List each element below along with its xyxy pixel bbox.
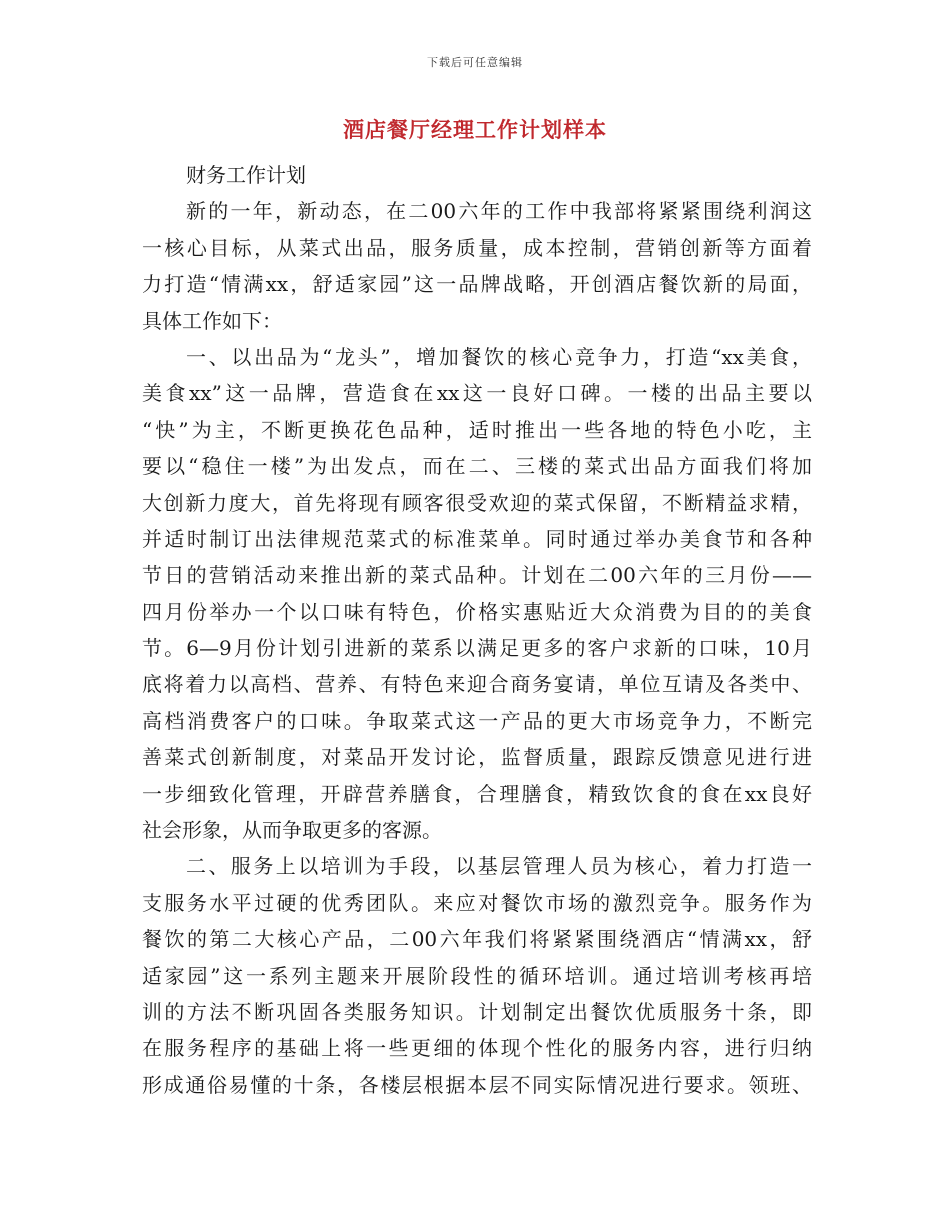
- paragraph-2-line: 一步细致化管理，开辟营养膳食，合理膳食，精致饮食的食在xx良好: [142, 781, 812, 806]
- paragraph-3-line: 餐饮的第二大核心产品，二00六年我们将紧紧围绕酒店“情满xx，舒: [142, 927, 812, 952]
- paragraph-3-line: 训的方法不断巩固各类服务知识。计划制定出餐饮优质服务十条，即: [142, 999, 812, 1024]
- paragraph-3-line: 二、服务上以培训为手段，以基层管理人员为核心，着力打造一: [186, 854, 812, 879]
- paragraph-2-line: “快”为主，不断更换花色品种，适时推出一些各地的特色小吃，主: [142, 417, 812, 442]
- paragraph-2-line: 并适时制订出法律规范菜式的标准菜单。同时通过举办美食节和各种: [142, 526, 812, 551]
- paragraph-2-line: 社会形象，从而争取更多的客源。: [142, 818, 442, 843]
- paragraph-3-line: 在服务程序的基础上将一些更细的体现个性化的服务内容，进行归纳: [142, 1036, 812, 1061]
- paragraph-2-line: 善菜式创新制度，对菜品开发讨论，监督质量，跟踪反馈意见进行进: [142, 745, 812, 770]
- paragraph-1-line: 力打造“情满xx，舒适家园”这一品牌战略，开创酒店餐饮新的局面，: [142, 272, 812, 297]
- paragraph-2-line: 一、以出品为“龙头”，增加餐饮的核心竞争力，打造“xx美食，: [186, 344, 812, 369]
- paragraph-2-line: 节日的营销活动来推出新的菜式品种。计划在二00六年的三月份——: [142, 563, 812, 588]
- paragraph-2-line: 高档消费客户的口味。争取菜式这一产品的更大市场竞争力，不断完: [142, 708, 812, 733]
- header-note: 下载后可任意编辑: [427, 56, 523, 69]
- document-body: [142, 157, 812, 1103]
- paragraph-2-line: 节。6—9月份计划引进新的菜系以满足更多的客户求新的口味，10月: [142, 636, 812, 661]
- paragraph-3-line: 适家园”这一系列主题来开展阶段性的循环培训。通过培训考核再培: [142, 963, 812, 988]
- paragraph-2-line: 底将着力以高档、营养、有特色来迎合商务宴请，单位互请及各类中、: [142, 672, 812, 697]
- paragraph-3-line: 支服务水平过硬的优秀团队。来应对餐饮市场的激烈竞争。服务作为: [142, 890, 812, 915]
- section-heading: 财务工作计划: [186, 163, 306, 187]
- paragraph-2-line: 大创新力度大，首先将现有顾客很受欢迎的菜式保留，不断精益求精，: [142, 490, 812, 515]
- paragraph-1-line: 新的一年，新动态，在二00六年的工作中我部将紧紧围绕利润这: [186, 199, 812, 224]
- paragraph-1-line: 一核心目标，从菜式出品，服务质量，成本控制，营销创新等方面着: [142, 235, 812, 260]
- paragraph-3-line: 形成通俗易懂的十条，各楼层根据本层不同实际情况进行要求。领班、: [142, 1072, 812, 1097]
- document-title: 酒店餐厅经理工作计划样本: [343, 117, 607, 142]
- paragraph-1-line: 具体工作如下：: [142, 308, 282, 333]
- paragraph-2-line: 四月份举办一个以口味有特色，价格实惠贴近大众消费为目的的美食: [142, 599, 812, 624]
- paragraph-2-line: 美食xx”这一品牌，营造食在xx这一良好口碑。一楼的出品主要以: [142, 381, 812, 406]
- paragraph-2-line: 要以“稳住一楼”为出发点，而在二、三楼的菜式出品方面我们将加: [142, 454, 812, 479]
